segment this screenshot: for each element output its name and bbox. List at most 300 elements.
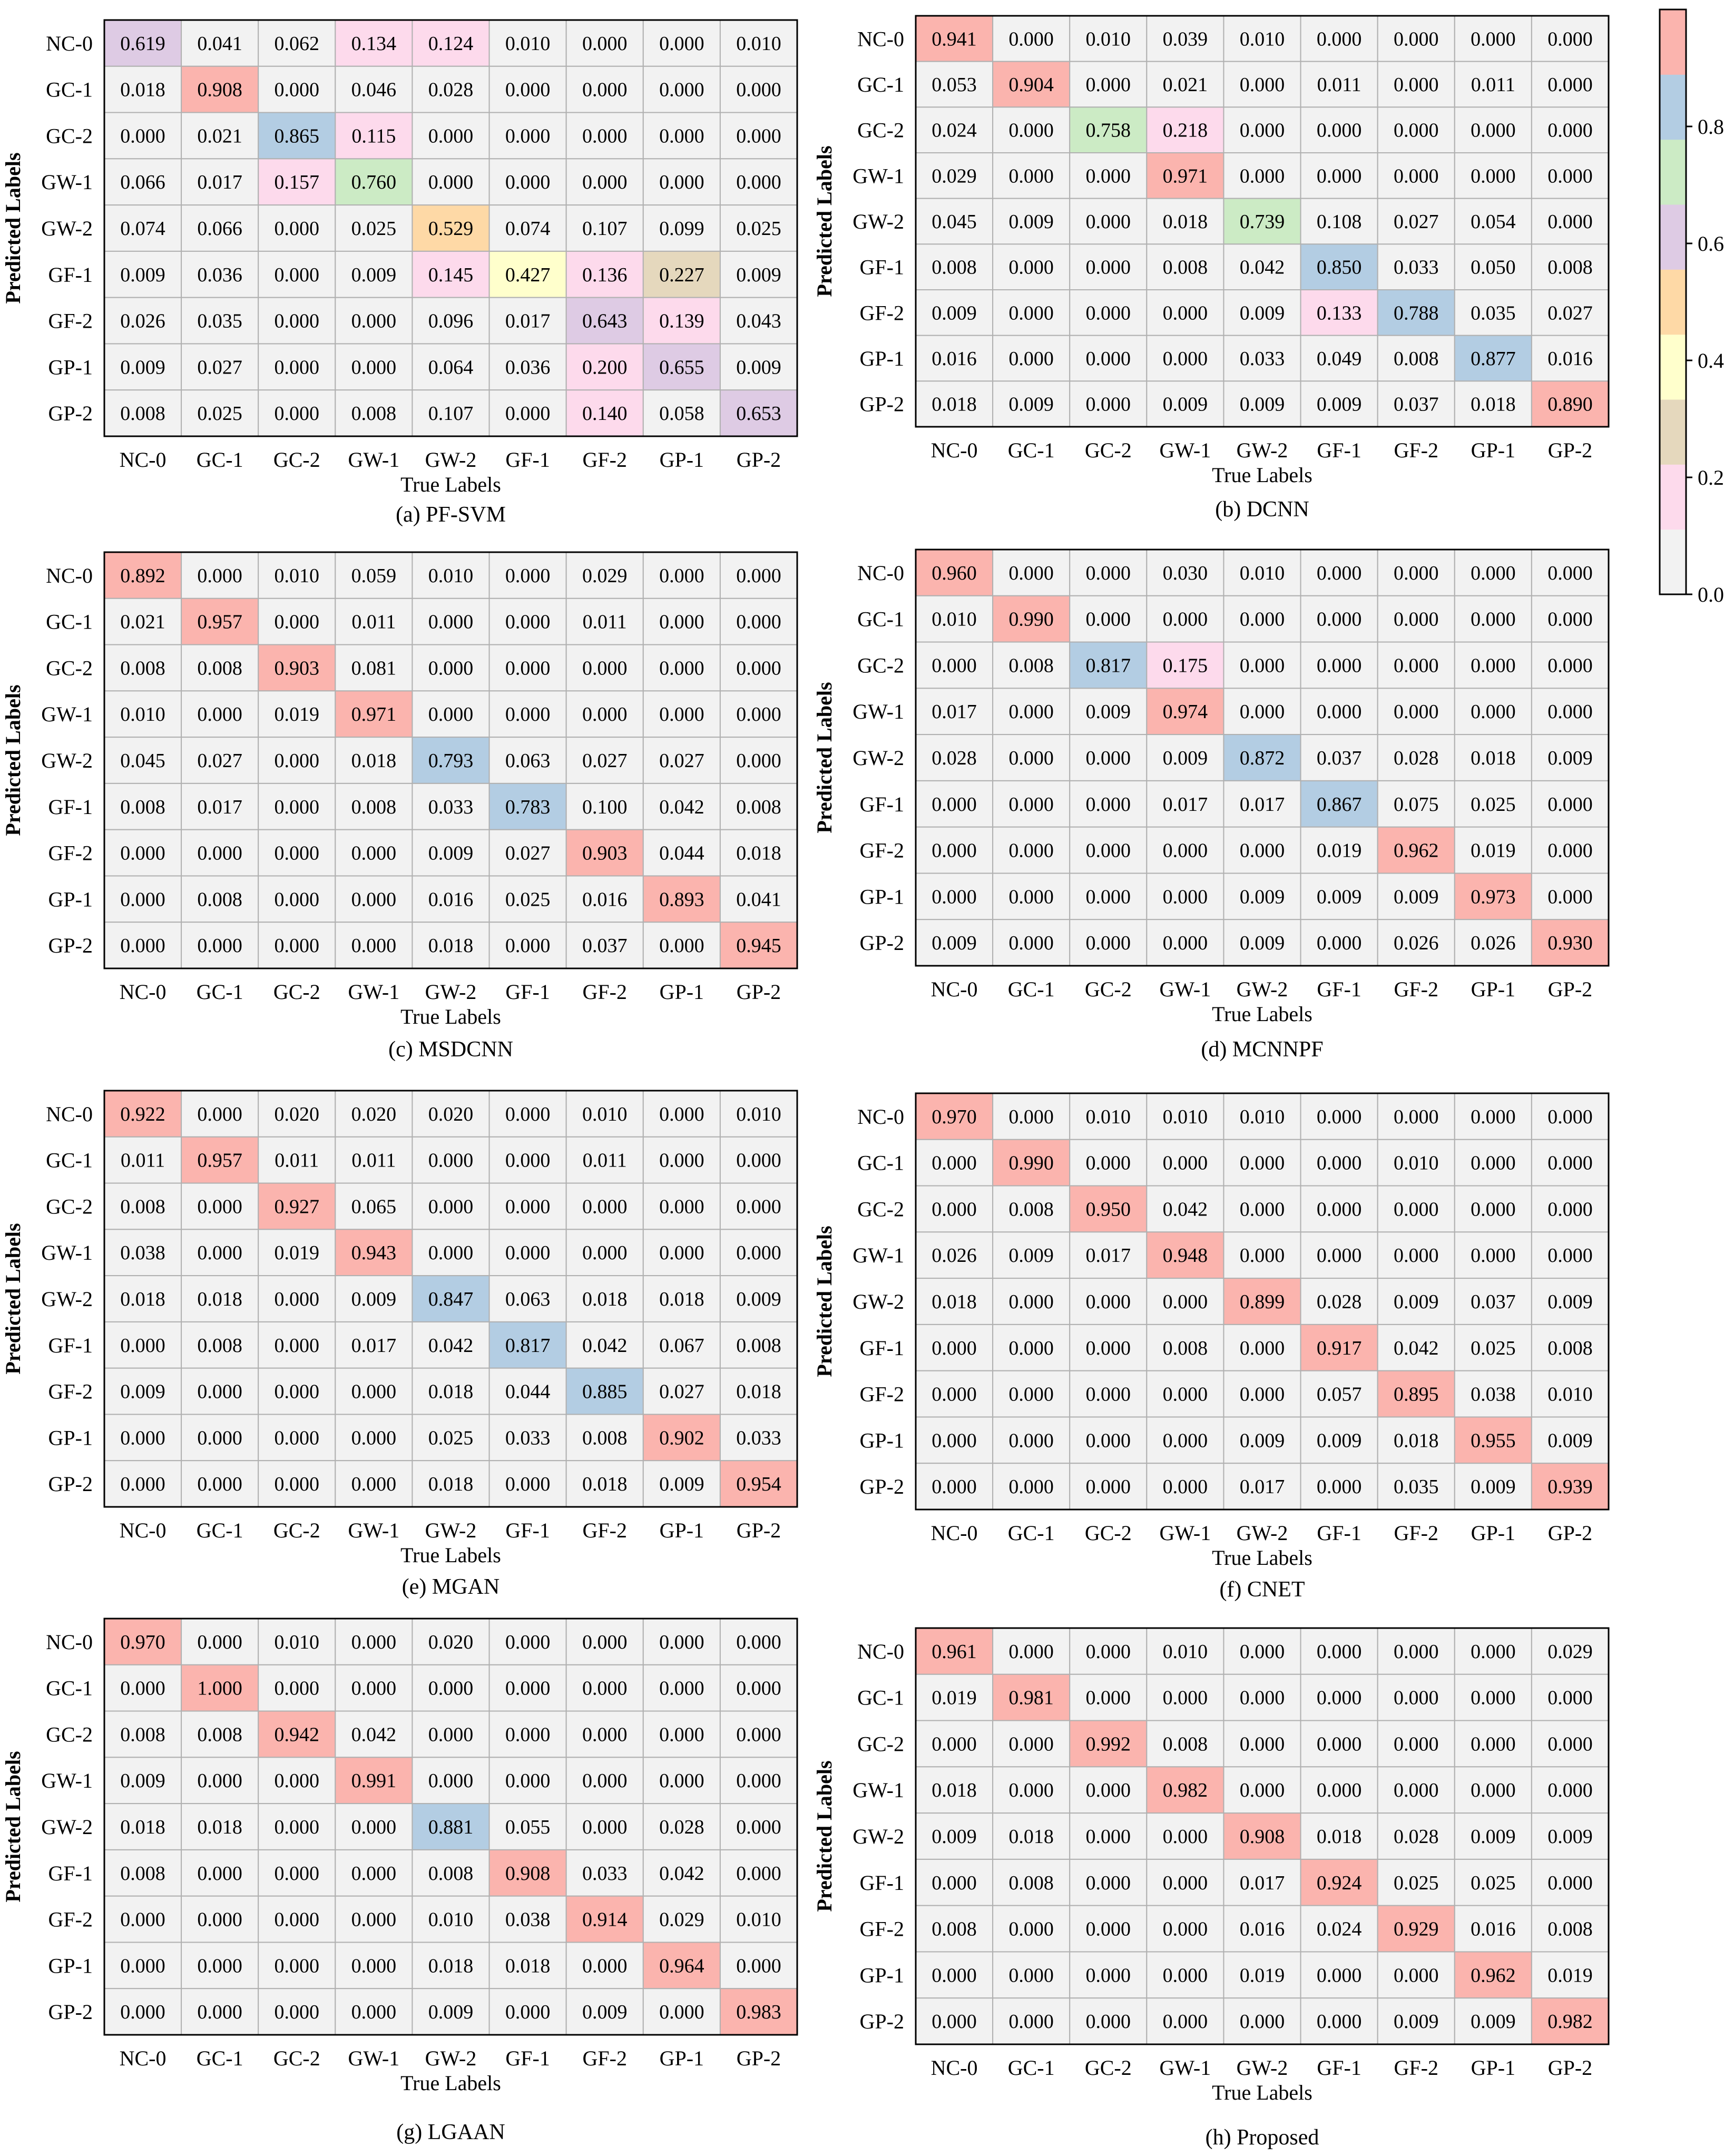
cell-value-label: 0.000 [736,1242,781,1265]
cell-value-label: 0.008 [1008,654,1054,677]
colorbar-band [1660,74,1686,140]
cell-value-label: 0.000 [274,750,320,772]
cell-value-label: 0.017 [932,701,977,723]
cell-value-label: 0.000 [428,611,474,633]
cell-value-label: 0.000 [1239,1733,1285,1756]
cell-value-label: 0.042 [1239,256,1285,279]
cell-value-label: 0.000 [351,842,397,865]
cell-value-label: 0.000 [274,611,320,633]
cell-value-label: 0.000 [1085,348,1131,370]
cell-value-label: 0.000 [197,1770,242,1792]
x-axis-label: True Labels [400,473,501,496]
cell-value-label: 0.927 [274,1195,320,1218]
cell-value-label: 0.027 [505,842,551,865]
x-tick-label: GC-2 [273,448,320,472]
cell-value-label: 0.008 [351,403,397,425]
cell-value-label: 0.039 [1162,28,1208,51]
cell-value-label: 0.041 [197,32,242,55]
cell-value-label: 0.000 [274,1955,320,1977]
cell-value-label: 0.000 [120,125,165,148]
cell-value-label: 0.000 [1008,1383,1054,1406]
heatmap-panel [812,1628,1609,2150]
cell-value-label: 0.024 [932,119,977,142]
y-tick-label: GC-1 [857,607,904,631]
cell-value-label: 0.042 [582,1334,628,1357]
cell-value-label: 0.020 [428,1103,474,1125]
cell-value-label: 0.000 [428,1195,474,1218]
cell-value-label: 0.970 [120,1631,165,1653]
cell-value-label: 0.981 [1008,1687,1054,1709]
cell-value-label: 0.018 [582,1288,628,1310]
cell-value-label: 0.000 [1471,28,1516,51]
cell-value-label: 0.000 [1393,1640,1439,1663]
x-tick-label: GC-1 [1007,438,1055,462]
x-tick-label: GF-2 [582,2046,627,2070]
cell-value-label: 0.000 [428,1242,474,1265]
cell-value-label: 0.000 [1547,562,1593,584]
cell-value-label: 0.903 [582,842,628,865]
cell-value-label: 0.991 [351,1770,397,1792]
x-tick-label: GP-2 [736,448,781,472]
cell-value-label: 0.000 [932,793,977,816]
cell-value-label: 0.033 [736,1427,781,1449]
cell-value-label: 0.000 [1085,1779,1131,1802]
cell-value-label: 0.982 [1162,1779,1208,1802]
cell-value-label: 0.200 [582,356,628,379]
cell-value-label: 0.000 [1393,608,1439,631]
cell-value-label: 0.000 [1085,1152,1131,1174]
cell-value-label: 0.000 [736,750,781,772]
cell-value-label: 0.000 [351,1816,397,1838]
cell-value-label: 0.044 [659,842,704,865]
y-tick-label: GC-1 [857,73,904,96]
y-tick-label: NC-0 [46,1102,93,1126]
x-tick-label: GC-1 [196,980,243,1004]
cell-value-label: 0.074 [505,218,551,240]
cell-value-label: 0.036 [505,356,551,379]
y-tick-label: GC-2 [46,1194,93,1219]
cell-value-label: 0.877 [1471,348,1516,370]
cell-value-label: 0.027 [1547,302,1593,325]
cell-value-label: 0.000 [274,1473,320,1496]
cell-value-label: 0.000 [736,1955,781,1977]
cell-value-label: 0.041 [736,888,781,911]
y-tick-label: GW-2 [41,217,93,240]
colorbar-tick-label: 0.8 [1698,115,1724,139]
cell-value-label: 0.009 [1316,393,1362,416]
cell-value-label: 0.000 [1085,1337,1131,1359]
cell-value-label: 0.075 [1393,793,1439,816]
x-tick-label: NC-0 [119,1518,166,1542]
cell-value-label: 0.066 [197,218,242,240]
cell-value-label: 0.000 [351,1631,397,1653]
cell-value-label: 0.783 [505,796,551,818]
heatmap-panel [1,552,797,1062]
x-tick-label: GF-2 [582,448,627,472]
cell-value-label: 0.099 [659,218,704,240]
cell-value-label: 0.000 [932,839,977,862]
cell-value-label: 0.000 [505,1149,551,1172]
cell-value-label: 0.000 [1085,793,1131,816]
x-axis-label: True Labels [400,2071,501,2095]
x-tick-label: GW-2 [1236,1521,1288,1545]
cell-value-label: 0.817 [505,1334,551,1357]
cell-value-label: 0.000 [1239,1779,1285,1802]
cell-value-label: 0.009 [1239,393,1285,416]
cell-value-label: 0.000 [659,1149,704,1172]
cell-value-label: 0.029 [659,1908,704,1931]
cell-value-label: 0.000 [1085,1687,1131,1709]
cell-value-label: 0.000 [1316,608,1362,631]
cell-value-label: 0.000 [505,79,551,101]
cell-value-label: 0.096 [428,310,474,332]
cell-value-label: 0.970 [932,1105,977,1128]
cell-value-label: 0.000 [1393,1687,1439,1709]
cell-value-label: 0.008 [197,657,242,680]
cell-value-label: 0.000 [1471,1779,1516,1802]
cell-value-label: 0.892 [120,564,165,587]
y-tick-label: GF-1 [859,1336,904,1360]
cell-value-label: 0.904 [1008,74,1054,96]
y-tick-label: GP-1 [48,1426,93,1450]
cell-value-label: 0.009 [1008,211,1054,233]
y-tick-label: GF-2 [48,1907,93,1932]
cell-value-label: 0.139 [659,310,704,332]
cell-value-label: 0.010 [428,1908,474,1931]
x-tick-label: NC-0 [930,1521,978,1545]
y-tick-label: GC-2 [46,124,93,148]
cell-value-label: 0.009 [1471,2011,1516,2033]
cell-value-label: 0.922 [120,1103,165,1125]
cell-value-label: 0.971 [351,703,397,726]
cell-value-label: 0.108 [1316,211,1362,233]
y-tick-label: GF-1 [48,262,93,287]
cell-value-label: 0.028 [1393,1826,1439,1848]
cell-value-label: 0.000 [428,1677,474,1700]
cell-value-label: 0.008 [932,256,977,279]
x-axis-label: True Labels [400,1005,501,1028]
cell-value-label: 0.000 [1008,886,1054,908]
cell-value-label: 0.619 [120,32,165,55]
cell-value-label: 0.008 [197,888,242,911]
cell-value-label: 0.000 [1239,1244,1285,1267]
cell-value-label: 0.000 [1316,1476,1362,1498]
cell-value-label: 0.000 [1547,886,1593,908]
cell-value-label: 0.990 [1008,1152,1054,1174]
cell-value-label: 0.074 [120,218,165,240]
cell-value-label: 0.653 [736,403,781,425]
cell-value-label: 0.058 [659,403,704,425]
colorbar-tick-label: 0.4 [1698,349,1724,373]
cell-value-label: 0.983 [736,2001,781,2024]
cell-value-label: 0.962 [1471,1964,1516,1987]
y-tick-label: GC-2 [857,1732,904,1756]
cell-value-label: 0.018 [932,1291,977,1313]
cell-value-label: 0.020 [351,1103,397,1125]
cell-value-label: 0.000 [197,1427,242,1449]
x-tick-label: GP-1 [659,448,704,472]
cell-value-label: 0.000 [1085,747,1131,769]
cell-value-label: 0.000 [274,310,320,332]
x-tick-label: GP-2 [736,2046,781,2070]
cell-value-label: 0.000 [1316,1779,1362,1802]
cell-value-label: 0.000 [428,125,474,148]
colorbar-band [1660,204,1686,270]
cell-value-label: 0.008 [1008,1198,1054,1221]
cell-value-label: 0.908 [1239,1826,1285,1848]
y-tick-label: GF-1 [859,1870,904,1895]
cell-value-label: 0.134 [351,32,397,55]
cell-value-label: 0.028 [1393,747,1439,769]
cell-value-label: 0.008 [120,1195,165,1218]
cell-value-label: 0.010 [120,703,165,726]
cell-value-label: 0.000 [1547,1687,1593,1709]
cell-value-label: 0.000 [1162,2011,1208,2033]
cell-value-label: 0.000 [1547,1105,1593,1128]
cell-value-label: 0.000 [1085,932,1131,955]
y-axis-label: Predicted Labels [1,684,25,836]
cell-value-label: 0.025 [351,218,397,240]
cell-value-label: 0.027 [197,356,242,379]
cell-value-label: 0.000 [428,657,474,680]
cell-value-label: 0.000 [197,1103,242,1125]
heatmap-panel [812,550,1609,1062]
x-tick-label: GC-1 [1007,2056,1055,2080]
cell-value-label: 0.000 [1316,1198,1362,1221]
x-tick-label: GF-1 [505,1518,550,1542]
cell-value-label: 0.000 [582,1770,628,1792]
cell-value-label: 0.000 [1471,1244,1516,1267]
y-tick-label: GP-2 [48,1472,93,1496]
cell-value-label: 0.000 [1085,608,1131,631]
cell-value-label: 0.000 [1393,1779,1439,1802]
cell-value-label: 0.000 [505,1723,551,1746]
cell-value-label: 0.026 [120,310,165,332]
y-tick-label: GC-2 [857,118,904,142]
cell-value-label: 0.038 [505,1908,551,1931]
cell-value-label: 0.010 [932,608,977,631]
cell-value-label: 0.000 [1162,1826,1208,1848]
cell-value-label: 0.008 [1547,1337,1593,1359]
cell-value-label: 0.000 [1239,1687,1285,1709]
cell-value-label: 0.000 [1316,165,1362,188]
cell-value-label: 0.954 [736,1473,781,1496]
cell-value-label: 0.008 [1547,256,1593,279]
cell-value-label: 0.655 [659,356,704,379]
cell-value-label: 0.009 [582,2001,628,2024]
cell-value-label: 0.009 [1471,1826,1516,1848]
cell-value-label: 0.000 [1471,1105,1516,1128]
cell-value-label: 0.000 [197,703,242,726]
x-tick-label: GC-2 [273,1518,320,1542]
y-tick-label: GF-2 [48,1379,93,1404]
cell-value-label: 0.018 [1471,393,1516,416]
y-tick-label: GW-1 [41,702,93,727]
cell-value-label: 0.133 [1316,302,1362,325]
cell-value-label: 0.067 [659,1334,704,1357]
cell-value-label: 0.000 [1547,1733,1593,1756]
x-tick-label: GC-1 [1007,1521,1055,1545]
colorbar [1660,9,1724,606]
y-tick-label: GC-1 [46,1148,93,1172]
cell-value-label: 0.009 [428,842,474,865]
cell-value-label: 0.218 [1162,119,1208,142]
cell-value-label: 0.872 [1239,747,1285,769]
cell-value-label: 0.017 [1239,1476,1285,1498]
x-tick-label: GP-1 [1471,1521,1516,1545]
cell-value-label: 0.010 [582,1103,628,1125]
heatmap-panel [1,20,797,527]
cell-value-label: 0.427 [505,263,551,286]
cell-value-label: 0.000 [1162,1964,1208,1987]
cell-value-label: 0.000 [659,1242,704,1265]
cell-value-label: 0.000 [1471,1640,1516,1663]
cell-value-label: 0.000 [1008,747,1054,769]
cell-value-label: 0.026 [932,1244,977,1267]
cell-value-label: 0.010 [1239,562,1285,584]
cell-value-label: 0.000 [120,842,165,865]
cell-value-label: 0.011 [275,1149,319,1172]
cell-value-label: 0.847 [428,1288,474,1310]
cell-value-label: 0.010 [1239,1105,1285,1128]
cell-value-label: 0.008 [932,1918,977,1941]
cell-value-label: 0.016 [1471,1918,1516,1941]
heatmap-panel [812,1093,1609,1602]
x-tick-label: GC-2 [1084,2056,1132,2080]
cell-value-label: 0.000 [505,171,551,194]
cell-value-label: 0.025 [197,403,242,425]
cell-value-label: 0.957 [197,1149,242,1172]
cell-value-label: 0.045 [120,750,165,772]
cell-value-label: 0.850 [1316,256,1362,279]
cell-value-label: 0.000 [1085,562,1131,584]
cell-value-label: 0.000 [274,1908,320,1931]
y-tick-label: GF-2 [859,1917,904,1941]
cell-value-label: 0.000 [582,1677,628,1700]
cell-value-label: 0.000 [1008,256,1054,279]
cell-value-label: 0.050 [1471,256,1516,279]
cell-value-label: 0.011 [582,1149,627,1172]
cell-value-label: 0.009 [736,1288,781,1310]
cell-value-label: 0.018 [120,79,165,101]
cell-value-label: 0.000 [1085,1826,1131,1848]
cell-value-label: 0.000 [505,935,551,957]
y-tick-label: GF-2 [859,838,904,863]
cell-value-label: 0.929 [1393,1918,1439,1941]
cell-value-label: 0.036 [197,263,242,286]
cell-value-label: 0.028 [428,79,474,101]
cell-value-label: 0.000 [1547,74,1593,96]
cell-value-label: 0.000 [351,1862,397,1885]
cell-value-label: 0.000 [582,171,628,194]
cell-value-label: 0.000 [1085,1871,1131,1894]
cell-value-label: 0.000 [120,2001,165,2024]
cell-value-label: 0.009 [1547,1291,1593,1313]
cell-value-label: 0.000 [351,310,397,332]
cell-value-label: 0.008 [1162,1337,1208,1359]
cell-value-label: 0.903 [274,657,320,680]
x-tick-label: GP-2 [736,980,781,1004]
x-axis-label: True Labels [1212,1002,1312,1026]
cell-value-label: 0.000 [1471,701,1516,723]
cell-value-label: 0.018 [428,1380,474,1403]
cell-value-label: 0.008 [120,1723,165,1746]
cell-value-label: 0.000 [1085,256,1131,279]
cell-value-label: 0.010 [736,1103,781,1125]
cell-value-label: 0.017 [197,796,242,818]
cell-value-label: 0.029 [932,165,977,188]
cell-value-label: 0.136 [582,263,628,286]
cell-value-label: 0.961 [932,1640,977,1663]
cell-value-label: 0.008 [120,657,165,680]
cell-value-label: 0.000 [1162,1871,1208,1894]
cell-value-label: 0.000 [1316,2011,1362,2033]
cell-value-label: 0.000 [932,654,977,677]
cell-value-label: 0.000 [736,1862,781,1885]
cell-value-label: 0.000 [659,1677,704,1700]
cell-value-label: 0.066 [120,171,165,194]
cell-value-label: 0.000 [1008,1105,1054,1128]
cell-value-label: 0.009 [1239,1429,1285,1452]
cell-value-label: 0.009 [1239,302,1285,325]
cell-value-label: 0.009 [1316,886,1362,908]
x-tick-label: GF-2 [1394,1521,1438,1545]
cell-value-label: 0.000 [120,1955,165,1977]
cell-value-label: 0.044 [505,1380,551,1403]
cell-value-label: 0.227 [659,263,704,286]
cell-value-label: 0.000 [505,703,551,726]
x-tick-label: GW-2 [425,448,477,472]
y-tick-label: NC-0 [857,561,904,585]
cell-value-label: 0.000 [1239,1337,1285,1359]
cell-value-label: 0.008 [1162,256,1208,279]
cell-value-label: 0.000 [736,171,781,194]
cell-value-label: 0.017 [1239,1871,1285,1894]
cell-value-label: 0.033 [1393,256,1439,279]
cell-value-label: 0.000 [1393,1105,1439,1128]
y-tick-label: GP-2 [859,1475,904,1499]
cell-value-label: 0.000 [1085,393,1131,416]
cell-value-label: 0.011 [1317,74,1361,96]
cell-value-label: 0.000 [197,1195,242,1218]
cell-value-label: 0.000 [1008,348,1054,370]
x-tick-label: NC-0 [119,2046,166,2070]
cell-value-label: 0.042 [428,1334,474,1357]
cell-value-label: 0.018 [932,1779,977,1802]
cell-value-label: 0.000 [351,935,397,957]
cell-value-label: 0.000 [1085,2011,1131,2033]
cell-value-label: 0.107 [582,218,628,240]
cell-value-label: 0.059 [351,564,397,587]
x-axis-label: True Labels [1212,2081,1312,2104]
cell-value-label: 0.008 [1162,1733,1208,1756]
cell-value-label: 0.885 [582,1380,628,1403]
x-tick-label: GP-2 [736,1518,781,1542]
cell-value-label: 0.000 [1008,1337,1054,1359]
cell-value-label: 0.000 [1239,1383,1285,1406]
cell-value-label: 0.008 [1547,1918,1593,1941]
cell-value-label: 0.000 [274,79,320,101]
y-tick-label: NC-0 [857,1639,904,1663]
cell-value-label: 0.000 [582,1955,628,1977]
cell-value-label: 0.000 [274,403,320,425]
cell-value-label: 0.992 [1085,1733,1131,1756]
cell-value-label: 0.065 [351,1195,397,1218]
cell-value-label: 0.000 [932,1383,977,1406]
cell-value-label: 0.000 [1471,654,1516,677]
cell-value-label: 0.000 [736,1195,781,1218]
cell-value-label: 0.000 [1316,654,1362,677]
